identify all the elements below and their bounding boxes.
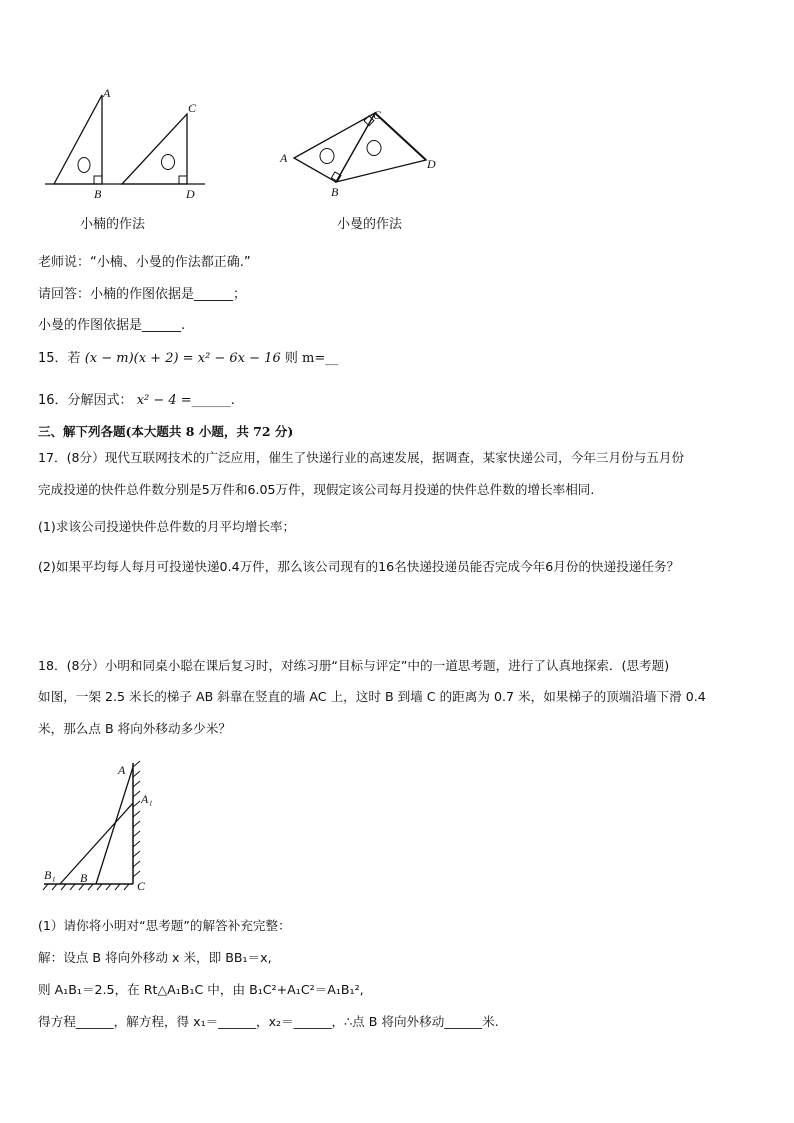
ask-prefix: 请回答：小楠的作图依据是 xyxy=(38,287,195,302)
figure-xiaoman xyxy=(276,100,446,200)
q15-number: 15．若 xyxy=(38,351,81,366)
blank-2: ______ xyxy=(218,1014,257,1029)
q16-expression: x² − 4 = xyxy=(136,393,192,408)
figure-ladder xyxy=(36,755,166,895)
label-b1: B₁ xyxy=(44,868,56,882)
q17-part1: (1)求该公司投递快件总件数的月平均增长率； xyxy=(38,519,296,534)
sol3-d: ，∴点 B 将向外移动 xyxy=(331,1014,445,1029)
blank-3: ______ xyxy=(293,1014,332,1029)
q18-part1: (1）请你将小明对“思考题”的解答补充完整： xyxy=(38,918,291,933)
sol3-a: 得方程 xyxy=(38,1014,76,1029)
blank-1: ______ xyxy=(75,1014,114,1029)
label-d: D xyxy=(427,157,436,171)
q18-line2: 如图，一架 2.5 米长的梯子 AB 斜靠在竖直的墙 AC 上，这时 B 到墙 C 的距离为 0.7 米，如果梯子的顶端沿墙下滑 0.4 xyxy=(38,689,706,704)
q16-number: 16．分解因式： xyxy=(38,393,133,408)
ask-line xyxy=(38,283,246,302)
q18-line3: 米，那么点 B 将向外移动多少米？ xyxy=(38,721,231,736)
sol3-b: ，解方程，得 x₁＝ xyxy=(113,1014,219,1029)
q15-suffix: 则 m=__ xyxy=(284,351,339,366)
q17-part2: (2)如果平均每人每月可投递快递0.4万件，那么该公司现有的16名快递投递员能否完成今年6月份的快递投递任务？ xyxy=(38,559,680,574)
label-a: A xyxy=(280,151,288,165)
label-c: C xyxy=(137,879,146,893)
blank-4: ______ xyxy=(444,1014,483,1029)
sol3-e: 米. xyxy=(482,1014,499,1029)
question-16 xyxy=(38,389,235,408)
caption-xiaonan: 小楠的作法 xyxy=(80,217,146,232)
q18-sol2: 则 A₁B₁＝2.5，在 Rt△A₁B₁C 中，由 B₁C²+A₁C²＝A₁B₁², xyxy=(38,982,364,997)
xiaoman-prefix: 小曼的作图依据是 xyxy=(38,318,143,333)
ask-suffix: ； xyxy=(233,287,247,302)
xiaoman-suffix: . xyxy=(181,318,186,333)
q15-expression: (x − m)(x + 2) = x² − 6x − 16 xyxy=(84,351,281,366)
ask-blank: ______ xyxy=(194,287,234,302)
q17-line1: 17．(8分）现代互联网技术的广泛应用，催生了快递行业的高速发展，据调查，某家快递公司，今年三月份与五月份 xyxy=(38,450,685,465)
label-d: D xyxy=(186,187,195,200)
q18-sol1: 解：设点 B 将向外移动 x 米，即 BB₁＝x, xyxy=(38,950,272,965)
label-b: B xyxy=(331,185,339,199)
teacher-line: 老师说：“小楠、小曼的作法都正确.” xyxy=(38,255,251,270)
label-a1: A₁ xyxy=(141,792,153,806)
label-b: B xyxy=(94,187,102,200)
sol3-c: ，x₂＝ xyxy=(256,1014,294,1029)
q16-blank: ______ xyxy=(191,393,231,408)
q18-sol3 xyxy=(38,1011,499,1030)
xiaoman-line xyxy=(38,314,185,333)
label-c: C xyxy=(373,108,382,122)
q18-line1: 18．(8分）小明和同桌小聪在课后复习时，对练习册“目标与评定”中的一道思考题，进行了认真地探索．(思考题) xyxy=(38,658,670,673)
label-a: A xyxy=(118,763,126,777)
section-3-heading: 三、解下列各题(本大题共 8 小题，共 72 分) xyxy=(38,424,294,439)
caption-xiaoman: 小曼的作法 xyxy=(337,217,403,232)
q16-suffix: . xyxy=(230,393,235,408)
label-c: C xyxy=(188,101,197,115)
q17-line2: 完成投递的快件总件数分别是5万件和6.05万件，现假定该公司每月投递的快件总件数的增长率相同. xyxy=(38,482,595,497)
label-b: B xyxy=(80,871,88,885)
figure-xiaonan xyxy=(40,85,210,200)
xiaoman-blank: ______ xyxy=(142,318,182,333)
label-a: A xyxy=(103,86,111,100)
question-15 xyxy=(38,347,338,366)
